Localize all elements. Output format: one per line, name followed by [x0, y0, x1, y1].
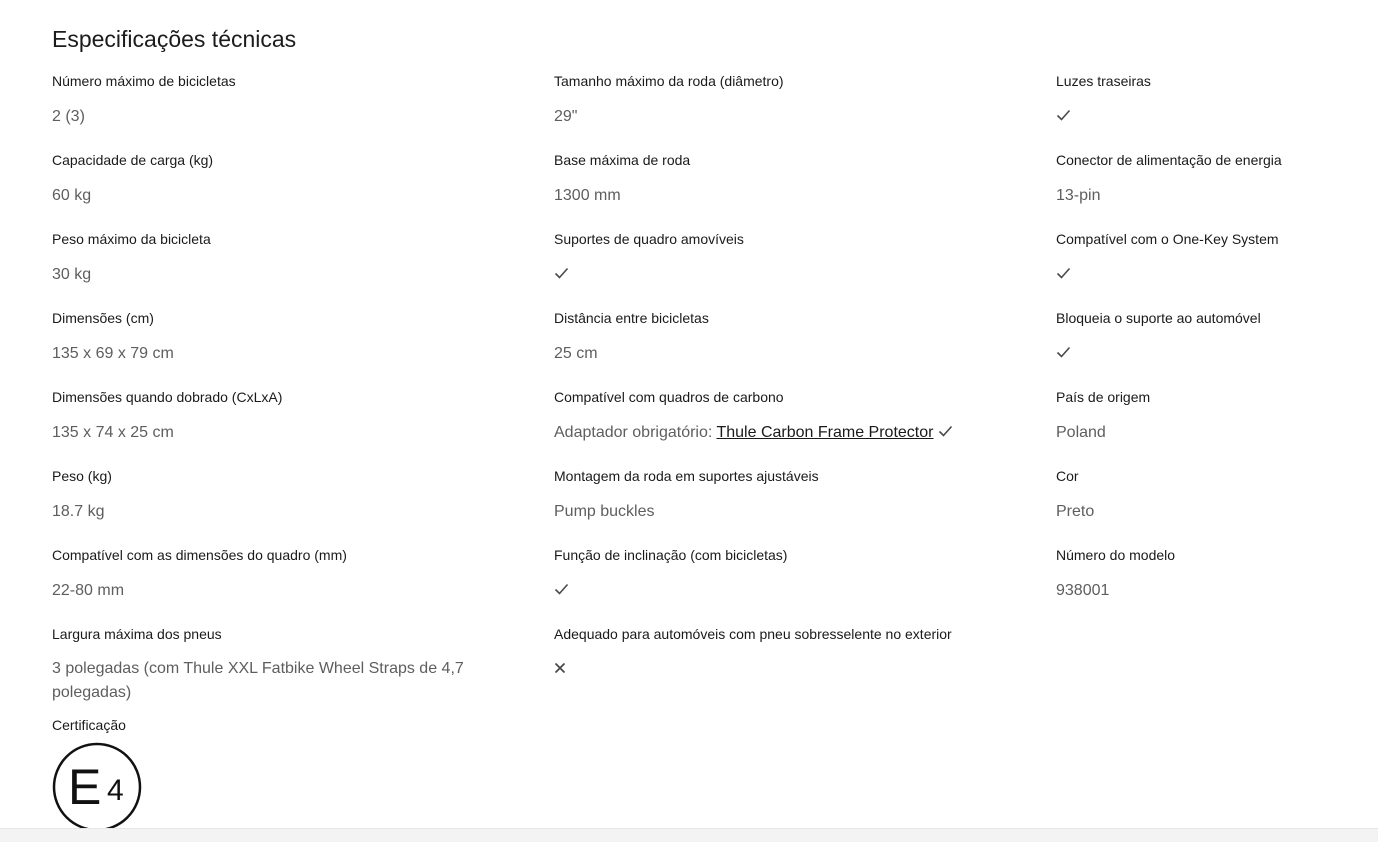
specs-column-1	[52, 72, 492, 704]
spec-item	[554, 309, 1024, 388]
spec-value	[554, 421, 1024, 445]
spec-label: Adequado para automóveis com pneu sobresselente no exterior	[554, 626, 952, 642]
spec-value-text: 25 cm	[554, 345, 598, 362]
spec-value	[1056, 500, 1356, 524]
spec-value	[52, 105, 492, 129]
spec-value	[1056, 579, 1356, 603]
check-icon	[938, 424, 953, 438]
spec-label: Base máxima de roda	[554, 152, 691, 168]
spec-value-text: Preto	[1056, 503, 1095, 520]
spec-value	[52, 342, 492, 366]
check-icon	[1056, 108, 1071, 122]
spec-value	[554, 658, 1024, 682]
spec-item	[52, 230, 492, 309]
check-icon	[554, 582, 569, 596]
spec-item	[1056, 309, 1356, 388]
spec-label: Distância entre bicicletas	[554, 310, 709, 326]
spec-item	[52, 546, 492, 625]
spec-value-text: 135 x 74 x 25 cm	[52, 424, 174, 441]
spec-label: Conector de alimentação de energia	[1056, 152, 1282, 168]
spec-value-text: 18.7 kg	[52, 503, 105, 520]
spec-value-text: 3 polegadas (com Thule XXL Fatbike Wheel Straps de 4,7 polegadas)	[52, 660, 464, 701]
spec-item	[1056, 467, 1356, 546]
spec-label: Dimensões (cm)	[52, 310, 154, 326]
spec-item	[1056, 72, 1356, 151]
spec-value	[1056, 184, 1356, 208]
specs-column-3	[1056, 72, 1356, 625]
spec-value-text: 29"	[554, 108, 578, 125]
spec-value	[52, 421, 492, 445]
certification-label: Certificação	[52, 717, 126, 733]
badge-number: 4	[107, 774, 124, 807]
spec-value	[554, 105, 1024, 129]
check-icon	[1056, 266, 1071, 280]
spec-value	[554, 184, 1024, 208]
spec-item	[52, 625, 492, 704]
spec-item	[1056, 151, 1356, 230]
spec-label: Cor	[1056, 468, 1079, 484]
spec-label: Função de inclinação (com bicicletas)	[554, 547, 788, 563]
spec-item	[1056, 388, 1356, 467]
spec-value-text: 2 (3)	[52, 108, 85, 125]
spec-item	[554, 151, 1024, 230]
spec-item	[554, 467, 1024, 546]
spec-label: Compatível com o One-Key System	[1056, 231, 1279, 247]
spec-value	[1056, 263, 1356, 287]
spec-label: País de origem	[1056, 389, 1151, 405]
spec-item	[52, 309, 492, 388]
spec-value-text: 938001	[1056, 582, 1110, 599]
spec-label: Largura máxima dos pneus	[52, 626, 222, 642]
check-icon	[1056, 345, 1071, 359]
spec-label: Montagem da roda em suportes ajustáveis	[554, 468, 819, 484]
spec-value	[554, 500, 1024, 524]
certification-block	[52, 716, 126, 815]
spec-item	[554, 546, 1024, 625]
spec-value	[52, 500, 492, 524]
spec-label: Bloqueia o suporte ao automóvel	[1056, 310, 1261, 326]
spec-item	[52, 72, 492, 151]
spec-value	[1056, 105, 1356, 129]
spec-value	[52, 263, 492, 287]
footer-divider	[0, 828, 1378, 842]
spec-label: Compatível com as dimensões do quadro (mm)	[52, 547, 347, 563]
spec-value	[554, 263, 1024, 287]
spec-value-text: 135 x 69 x 79 cm	[52, 345, 174, 362]
x-icon	[554, 662, 566, 674]
spec-value	[554, 579, 1024, 603]
spec-label: Número do modelo	[1056, 547, 1176, 563]
spec-value-text: 60 kg	[52, 187, 92, 204]
spec-label: Número máximo de bicicletas	[52, 73, 236, 89]
spec-label: Luzes traseiras	[1056, 73, 1151, 89]
spec-value-text: Pump buckles	[554, 503, 655, 520]
spec-value	[52, 657, 492, 705]
spec-item	[1056, 230, 1356, 309]
spec-label: Tamanho máximo da roda (diâmetro)	[554, 73, 784, 89]
spec-label: Peso (kg)	[52, 468, 112, 484]
spec-label: Suportes de quadro amovíveis	[554, 231, 744, 247]
spec-label: Peso máximo da bicicleta	[52, 231, 211, 247]
section-title: Especificações técnicas	[52, 26, 297, 52]
spec-item	[52, 151, 492, 230]
spec-item	[554, 230, 1024, 309]
check-icon	[554, 266, 569, 280]
spec-value-text: Poland	[1056, 424, 1106, 441]
spec-label: Dimensões quando dobrado (CxLxA)	[52, 389, 283, 405]
spec-value-prefix: Adaptador obrigatório:	[554, 424, 717, 441]
spec-value	[1056, 342, 1356, 366]
spec-item	[52, 388, 492, 467]
spec-label: Capacidade de carga (kg)	[52, 152, 214, 168]
e4-certification-badge-icon	[52, 742, 142, 832]
spec-value-text: 22-80 mm	[52, 582, 125, 599]
spec-value	[52, 184, 492, 208]
spec-value-text: 30 kg	[52, 266, 92, 283]
badge-letter: E	[68, 759, 102, 815]
spec-value	[1056, 421, 1356, 445]
spec-label: Compatível com quadros de carbono	[554, 389, 784, 405]
spec-item	[1056, 546, 1356, 625]
spec-value	[554, 342, 1024, 366]
spec-item	[554, 625, 1024, 704]
spec-value-text: 1300 mm	[554, 187, 621, 204]
spec-item	[554, 72, 1024, 151]
carbon-frame-protector-link[interactable]: Thule Carbon Frame Protector	[716, 424, 934, 441]
spec-value	[52, 579, 492, 603]
spec-value-text: 13-pin	[1056, 187, 1101, 204]
spec-item	[52, 467, 492, 546]
spec-item	[554, 388, 1024, 467]
specs-column-2	[554, 72, 1024, 704]
